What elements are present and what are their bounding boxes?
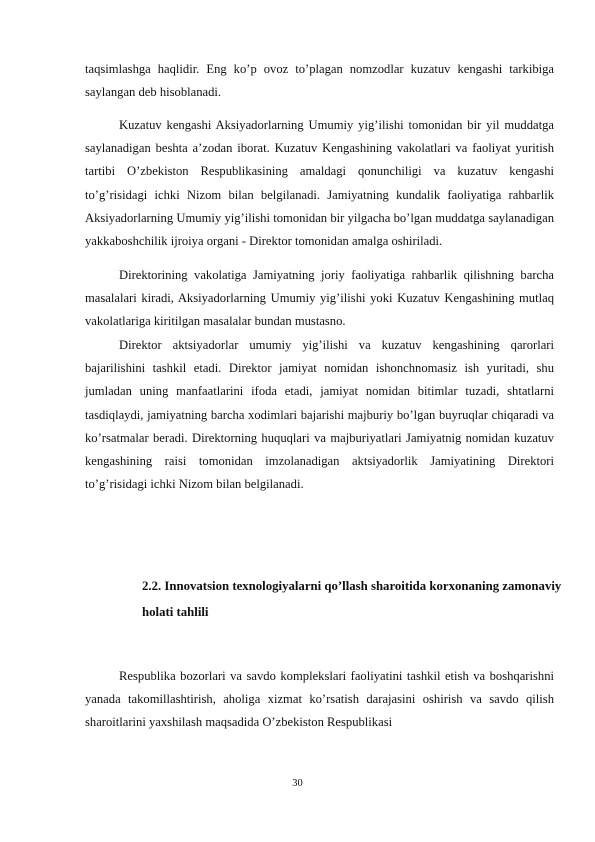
paragraph-kuzatuv-kengashi: Kuzatuv kengashi Aksiyadorlarning Umumiy yig’ilishi tomonidan bir yil muddatga saylanadigan beshta a’zodan iborat. Kuzatuv Kengashining vakolatlari va faoliyat yuritish tartibi O’zbekiston Respublikasining amaldagi qonunchiligi va kuzatuv kengashi to’g’risidagi ichki Nizom bilan belgilanadi. Jamiyatning kundalik faoliyatiga rahbarlik Aksiyadorlarning Umumiy yig’ilishi tomonidan bir yilgacha bo’lgan muddatga saylanadigan yakkaboshchilik ijroiya organi - Direktor tomonidan amalga oshiriladi. xyxy=(85,118,554,249)
page-number: 30 xyxy=(292,778,303,789)
paragraph-respublika-bozorlari: Respublika bozorlari va savdo komplekslari faoliyatini tashkil etish va boshqarishni yanada takomillashtirish, aholiga xizmat ko’rsatish darajasini oshirish va savdo qilish sharoitlarini yaxshilash maqsadida O’zbekiston Respublikasi xyxy=(85,669,554,730)
paragraph-direktor-vakolati: Direktorining vakolatiga Jamiyatning joriy faoliyatiga rahbarlik qilishning barcha masalalari kiradi, Aksiyadorlarning Umumiy yig’ilishi yoki Kuzatuv Kengashining mutlaq vakolatlariga kiritilgan masalalar bundan mustasno. xyxy=(85,268,554,329)
section-heading: 2.2. Innovatsion texnologiyalarni qo’llash sharoitida korxonaning zamonaviy holati tahlili xyxy=(142,579,562,619)
paragraph-direktor-vazifalari: Direktor aktsiyadorlar umumiy yig’ilishi va kuzatuv kengashining qarorlari bajarilishini tashkil etadi. Direktor jamiyat nomidan ishonchnomasiz ish yuritadi, shu jumladan uning manfaatlarini ifoda etadi, jamiyat nomidan bitimlar tuzadi, shtatlarni tasdiqlaydi, jamiyatning barcha xodimlari bajarishi majburiy bo’lgan buyruqlar chiqaradi va ko’rsatmalar beradi. Direktorning huquqlari va majburiyatlari Jamiyatnig nomidan kuzatuv kengashining raisi tomonidan imzolanadigan aktsiyadorlik Jamiyatining Direktori to’g’risidagi ichki Nizom bilan belgilanadi. xyxy=(85,338,554,492)
paragraph-continuation: taqsimlashga haqlidir. Eng ko’p ovoz to’plagan nomzodlar kuzatuv kengashi tarkibiga saylangan deb hisoblanadi. xyxy=(85,62,554,100)
